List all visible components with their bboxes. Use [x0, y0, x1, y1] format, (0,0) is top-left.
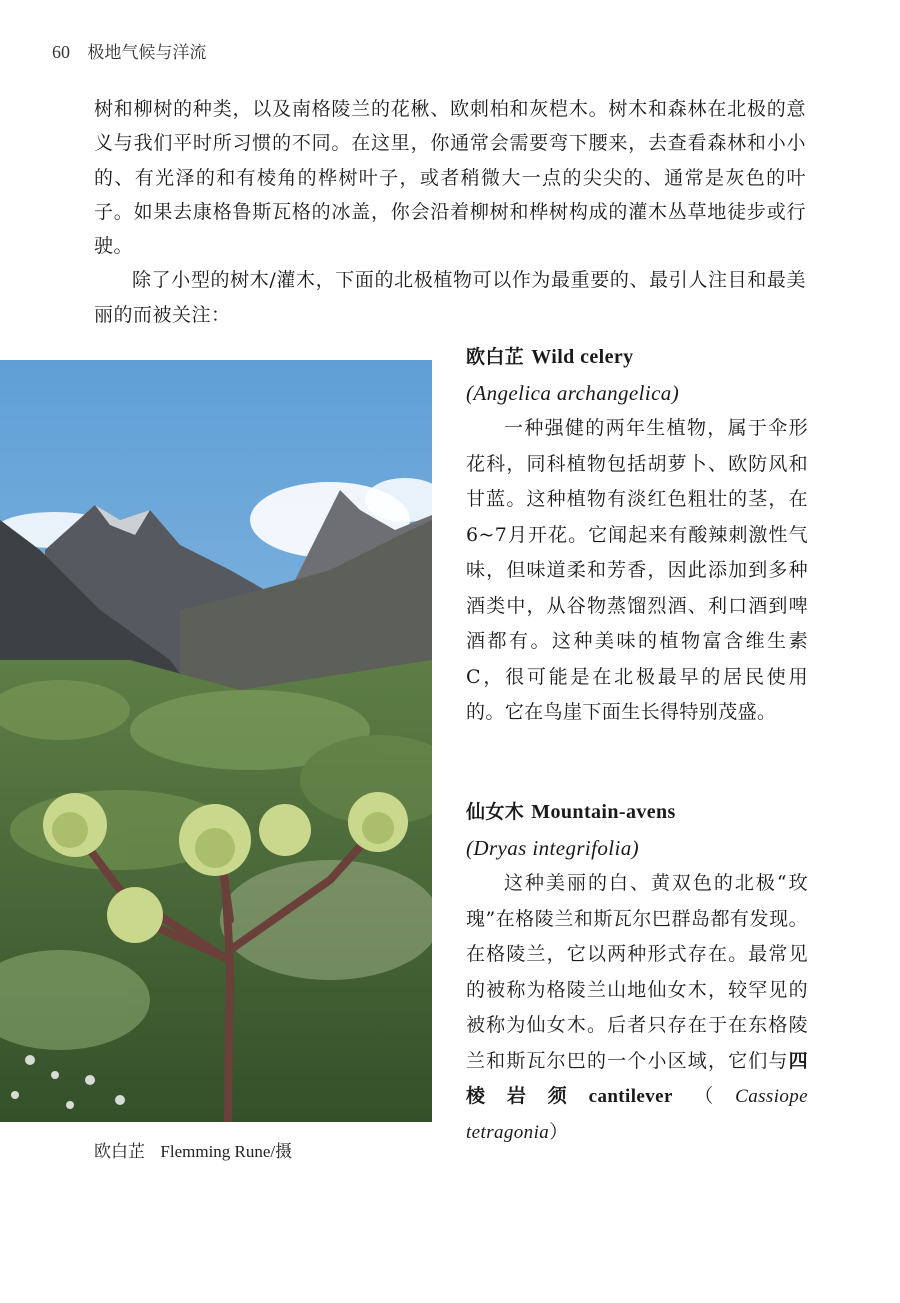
entry-title — [466, 340, 808, 376]
photo-caption — [94, 1137, 292, 1162]
entry-latin-name: (Dryas integrifolia) — [466, 835, 640, 860]
intro-paragraph-1: 树和柳树的种类，以及南格陵兰的花楸、欧刺柏和灰桤木。树木和森林在北极的意义与我们平时所习惯的不同。在这里，你通常会需要弯下腰来，去查看森林和小小的、有光泽的和有棱角的桦树叶子，或者稍微大一点的尖尖的、通常是灰色的叶子。如果去康格鲁斯瓦格的冰盖，你会沿着柳树和桦树构成的灌木丛草地徒步或行驶。 — [94, 98, 806, 258]
caption-name: 欧白芷 — [94, 1142, 145, 1162]
bold-term-en: cantilever — [588, 1086, 673, 1107]
bold-term-cn: 四棱岩须 — [466, 1049, 808, 1107]
intro-text — [94, 92, 806, 332]
entry-wild-celery — [466, 340, 808, 731]
page-number: 60 — [52, 42, 70, 62]
entry-title-cn: 仙女木 — [466, 801, 525, 823]
paren-open: （ — [672, 1085, 736, 1107]
entry-body-text: 这种美丽的白、黄双色的北极“玫瑰”在格陵兰和斯瓦尔巴群岛都有发现。在格陵兰，它以两种形式存在。最常见的被称为格陵兰山地仙女木，较罕见的被称为仙女木。后者只存在于在东格陵兰和斯瓦尔巴的一个小区域，它们与 — [466, 872, 808, 1072]
entry-title — [466, 795, 808, 831]
entry-mountain-avens — [466, 795, 808, 1150]
angelica-photo — [0, 360, 432, 1122]
entry-title-en: Mountain-avens — [531, 801, 676, 823]
caption-credit: Flemming Rune/摄 — [160, 1142, 293, 1161]
entry-title-cn: 欧白芷 — [466, 346, 525, 368]
paren-close: ） — [549, 1120, 569, 1143]
entry-body — [466, 866, 808, 1150]
chapter-title: 极地气候与洋流 — [87, 43, 207, 63]
entry-title-en: Wild celery — [531, 346, 634, 368]
running-header — [52, 38, 206, 63]
latin-term: Cassiope tetragonia — [466, 1086, 809, 1143]
entry-latin-name: (Angelica archangelica) — [466, 380, 680, 405]
intro-paragraph-2: 除了小型的树木/灌木，下面的北极植物可以作为最重要的、最引人注目和最美丽的而被关注： — [94, 269, 806, 326]
entry-body: 一种强健的两年生植物，属于伞形花科，同科植物包括胡萝卜、欧防风和甘蓝。这种植物有淡红色粗壮的茎，在6~7月开花。它闻起来有酸辣刺激性气味，但味道柔和芳香，因此添加到多种酒类中，从谷物蒸馏烈酒、利口酒到啤酒都有。这种美味的植物富含维生素C，很可能是在北极最早的居民使用的。它在鸟崖下面生长得特别茂盛。 — [466, 417, 808, 723]
